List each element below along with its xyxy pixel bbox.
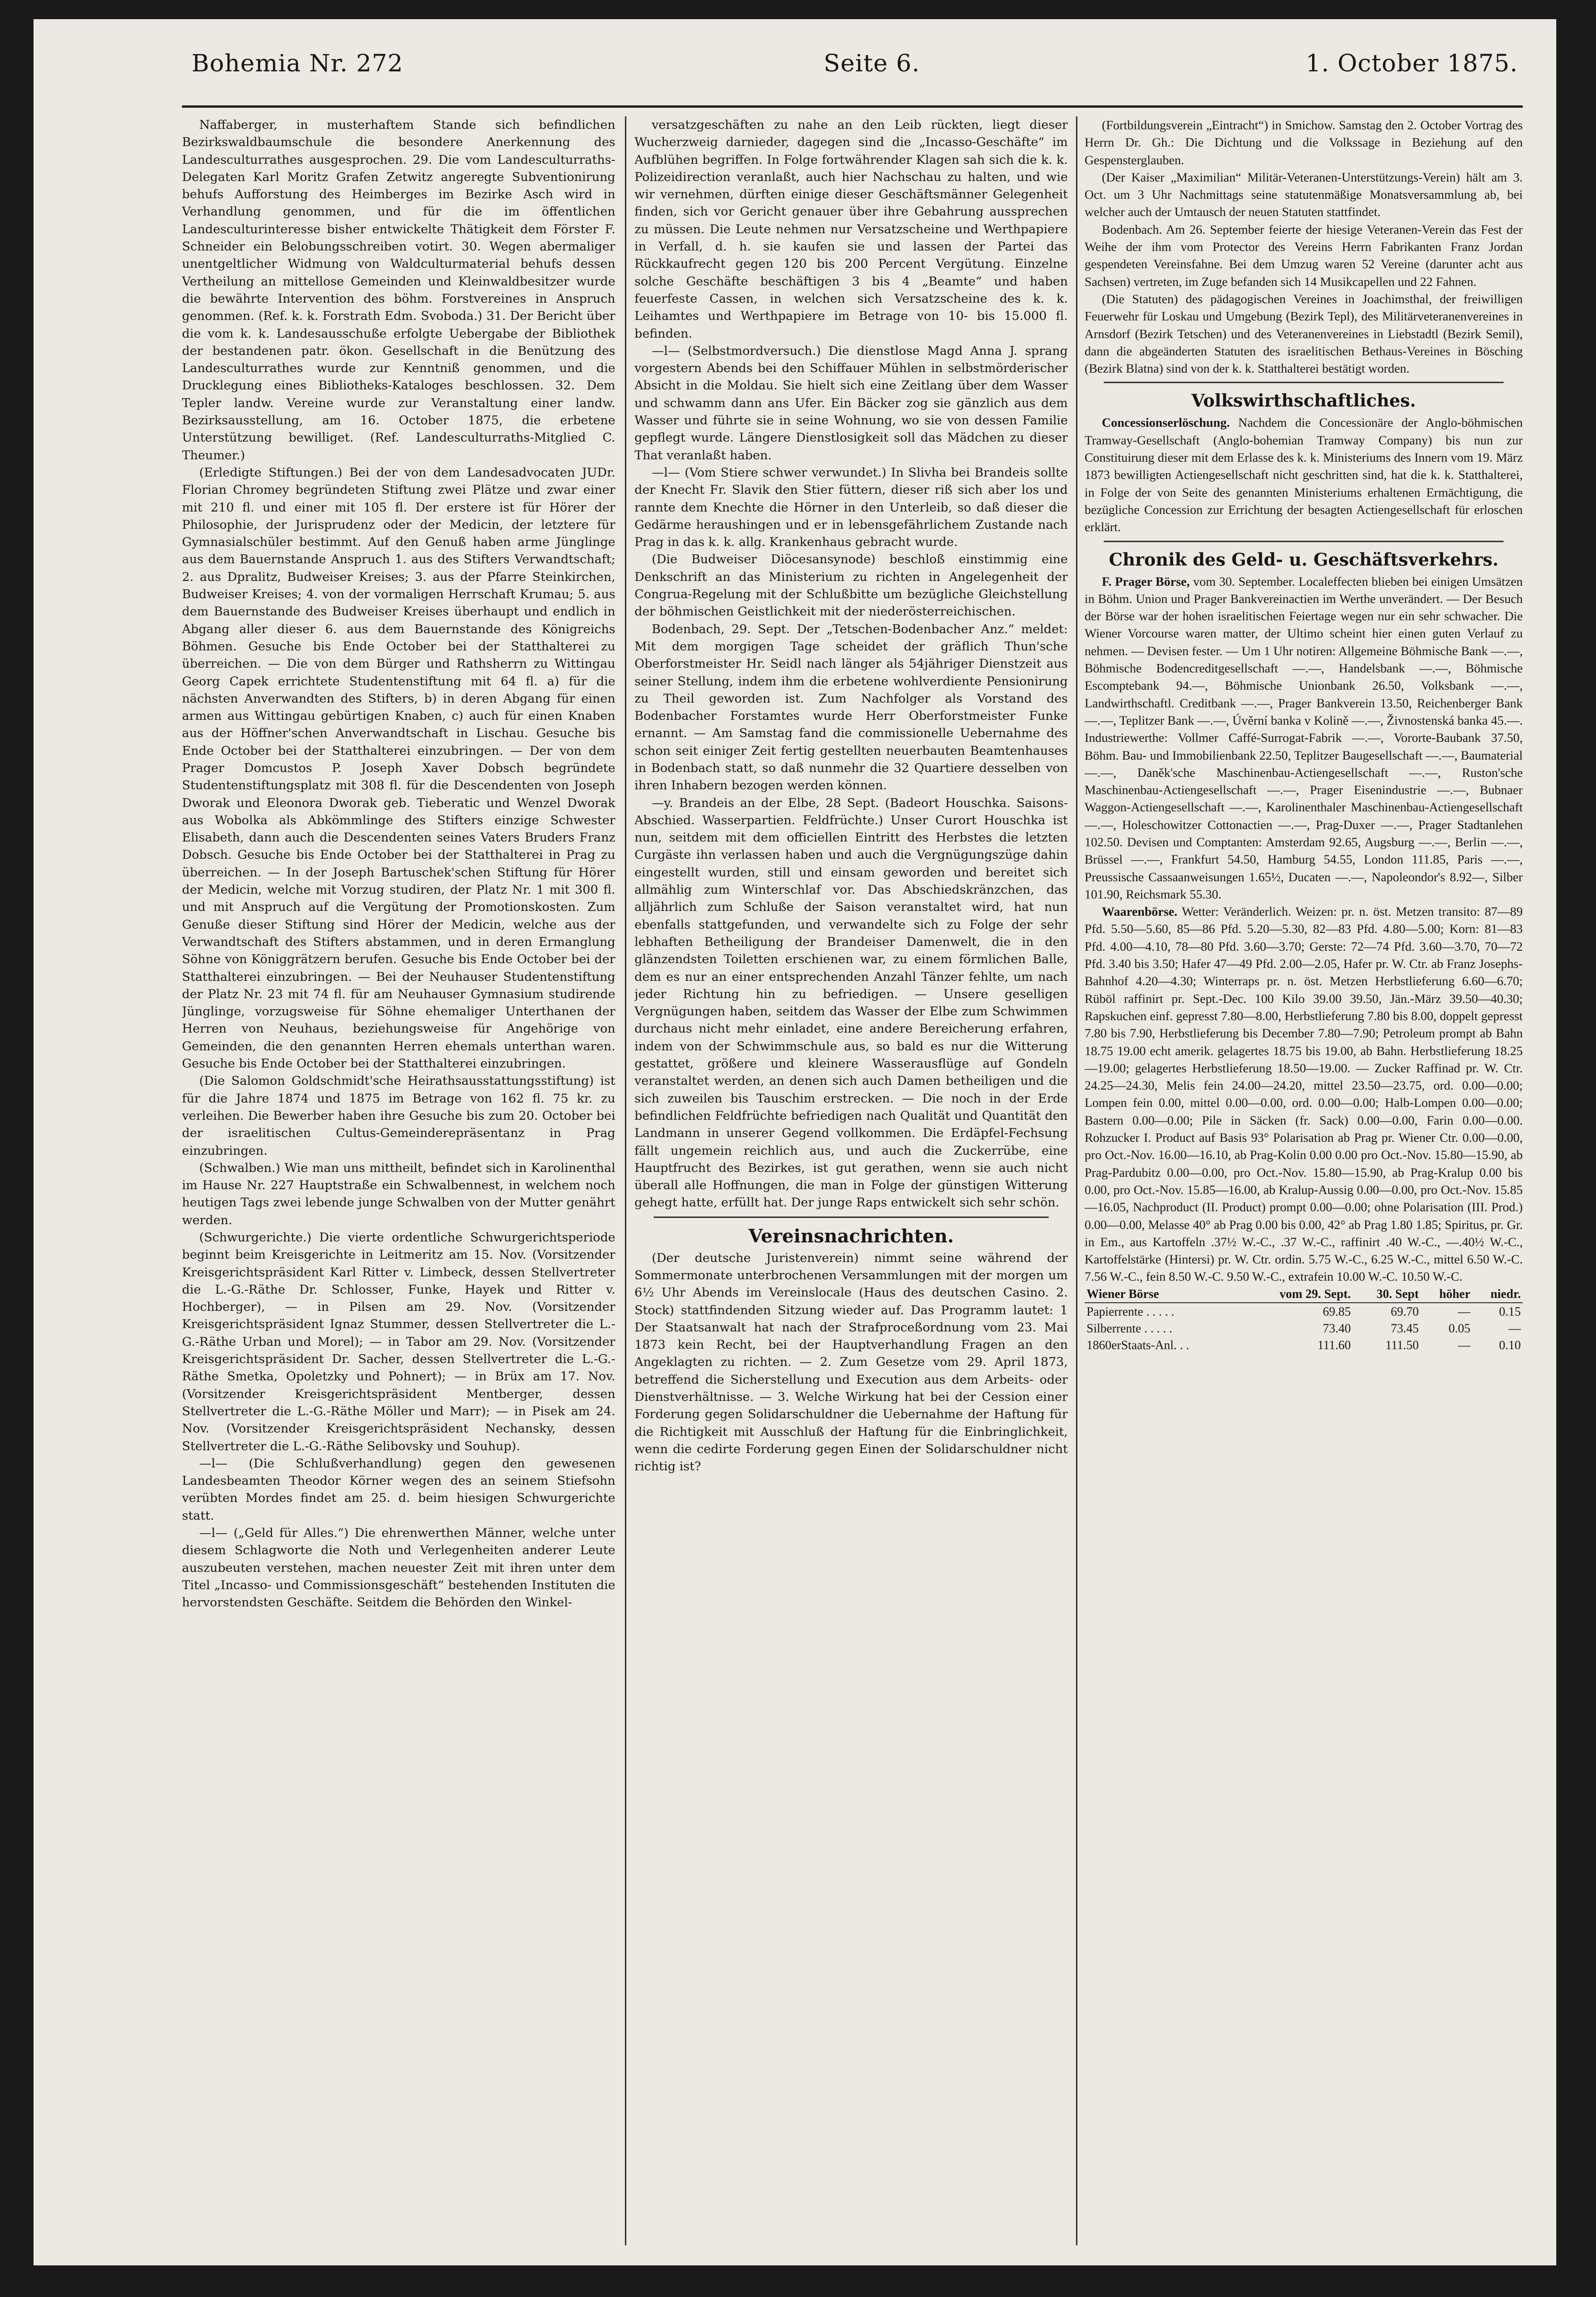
article-paragraph	[1085, 414, 1523, 535]
article-paragraph	[1085, 573, 1523, 903]
column-header: 30. Sept	[1353, 1285, 1421, 1303]
column-2	[634, 116, 1068, 2243]
change-cell: —	[1508, 1321, 1521, 1335]
column-header: niedr.	[1472, 1285, 1523, 1303]
table-row	[1085, 1337, 1523, 1353]
newspaper-page	[182, 41, 1523, 2253]
column-divider	[625, 116, 626, 2245]
price-cell: 111.50	[1385, 1338, 1419, 1352]
section-title-volkswirthschaftliches: Volkswirthschaftliches.	[1191, 391, 1416, 411]
article-paragraph: versatzgeschäften zu nahe an den Leib rückten, liegt dieser Wucherzweig darnieder, dagegen sind die „Incasso-Geschäfte“ im Aufblühen begriffen. In Folge fortwährender Klagen sah sich die k. k. Polizeidirection veranlaßt, auch hier Nachschau zu halten, und wie wir vernehmen, dürften einige dieser Geschäftsmänner Gelegenheit finden, sich vor Gericht genauer über ihre Gebahrung aussprechen zu müssen. Die Leute nehmen nur Versatzscheine und Werthpapiere in Verfall, d. h. sie kaufen sie und lassen der Partei das Rückkaufrecht gegen 120 bis 200 Percent Vergütung. Einzelne solche Geschäfte beschäftigen 3 bis 4 „Beamte“ und haben feuerfeste Cassen, in welchen sich Versatzscheine des k. k. Leihamtes und Werthpapiere im Betrage von 10- bis 15.000 fl. befinden.	[634, 118, 1068, 341]
security-name: 1860erStaats-Anl. . .	[1087, 1338, 1189, 1352]
column-divider	[1076, 116, 1077, 2245]
article-paragraph: Bodenbach, 29. Sept. Der „Tetschen-Bodenbacher Anz.“ meldet: Mit dem morgigen Tage scheidet der gräflich Thun'sche Oberforstmeister Hr. Seidl nach länger als 54jähriger Dienstzeit aus seiner Stellung, indem ihm die erbetene wohlverdiente Pensionirung zu Theil geworden ist. Zum Nachfolger als Vorstand des Bodenbacher Forstamtes wurde Herr Oberforstmeister Funke ernannt. — Am Samstag fand die commissionelle Uebernahme des schon seit einiger Zeit fertig gestellten neuerbauten Beamtenhauses in Bodenbach statt, so daß nunmehr die 32 Quartiere desselben von ihren Inhabern bezogen werden können.	[634, 622, 1068, 793]
article-text: Wetter: Veränderlich. Weizen: pr. n. öst. Metzen transito: 87—89 Pfd. 5.50—5.60, 85—86 Pfd. 5.20—5.30, 82—83 Pfd. 4.80—5.00; Korn: 81—83 Pfd. 4.00—4.10, 78—80 Pfd. 3.60—3.70; Gerste: 72—74 Pfd. 3.60—3.70, 70—72 Pfd. 3.40 bis 3.50; Hafer 47—49 Pfd. 2.00—2.05, Hafer pr. W. Ctr. ab Franz Josephs-Bahnhof 4.20—4.30; Winterraps pr. n. öst. Metzen Herbstlieferung 6.60—6.70; Rüböl raffinirt pr. Sept.-Dec. 100 Kilo 39.00 39.50, Jän.-März 39.50—40.30; Rapskuchen einf. gepresst 7.80—8.00, Herbstlieferung 7.80 bis 8.00, doppelt gepresst 7.80 bis 7.90, Herbstlieferung bis December 7.80—7.90; Petroleum prompt ab Bahn 18.75 19.00 echt amerik. gelagertes 18.75 bis 19.00, ab Bahn. Herbstlieferung 18.25—19.00; gelagertes Herbstlieferung 18.50—19.00. — Zucker Raffinad pr. W. Ctr. 24.25—24.30, Melis fein 24.00—24.20, mittel 23.50—23.75, ord. 0.00—0.00; Lompen fein 0.00, mittel 0.00—0.00, ord. 0.00—0.00; Halb-Lompen 0.00—0.00; Bastern 0.00—0.00; Pile in Säcken (fr. Sack) 0.00—0.00, Farin 0.00—0.00. Rohzucker I. Product auf Basis 93° Polarisation ab Prag pr. Wiener Ctr. 0.00—0.00, pro Oct.-Nov. 16.00—16.10, ab Prag-Kolin 0.00 0.00 pro Oct.-Nov. 15.80—15.90, ab Prag-Pardubitz 0.00—0.00, pro Oct.-Nov. 15.80—15.90, ab Prag-Kralup 0.00 bis 0.00, pro Oct.-Nov. 15.85—16.00, ab Kralup-Aussig 0.00—0.00, pro Oct.-Nov. 15.85—16.05, Nachproduct (II. Product) prompt 0.00—0.00; ohne Polarisation (III. Prod.) 0.00—0.00, Melasse 40° ab Prag 0.00 bis 0.00, 42° ab Prag 1.80 1.85; Spiritus, pr. Gr. in Em., aus Kartoffeln .37½ W.-C., .37 W.-C., raffinirt .40 W.-C., —.40½ W.-C., Kartoffelstärke (Hintersi) pr. W. Ctr. ordin. 5.75 W.-C., 6.25 W.-C., mittel 6.50 W.-C. 7.56 W.-C., fein 8.50 W.-C. 9.50 W.-C., extrafein 10.00 W.-C. 10.50 W.-C.	[1085, 904, 1523, 1284]
article-paragraph: Naffaberger, in musterhaftem Stande sich befindlichen Bezirkswaldbaumschule die besondere Anerkennung des Landesculturrathes ausgesprochen. 29. Die vom Landesculturraths-Delegaten Karl Moritz Grafen Zetwitz angeregte Subventionirung behufs Aufforstung des Heimberges im Bezirke Asch wird in Verhandlung genommen, und für die im öffentlichen Landesculturinteresse bisher entwickelte Thätigkeit dem Förster F. Schneider ein Belobungsschreiben votirt. 30. Wegen abermaliger unentgeltlicher Widmung von Waldculturmaterial behufs dessen Vertheilung an mittellose Gemeinden und Kleinwaldbesitzer wurde die bewährte Intervention des böhm. Forstvereines in Anspruch genommen. (Ref. k. k. Forstrath Edm. Svoboda.) 31. Der Bericht über die vom k. k. Landesausschuße erfolgte Uebergabe der Bibliothek der bestandenen patr. ökon. Gesellschaft in die Benützung des Landesculturrathes wurde zur Kenntniß genommen, und die Drucklegung eines Bibliotheks-Kataloges beschlossen. 32. Dem Tepler landw. Vereine wurde zur Veranstaltung einer landw. Bezirksausstellung, am 16. October 1875, die erbetene Unterstützung bewilliget. (Ref. Landesculturraths-Mitglied C. Theumer.)	[182, 118, 615, 463]
newspaper-sheet	[34, 19, 1556, 2265]
security-name: Papierrente . . . . .	[1087, 1304, 1175, 1319]
paper-issue: Bohemia Nr. 272	[192, 49, 404, 77]
masthead	[182, 41, 1523, 98]
article-paragraph	[1085, 903, 1523, 1285]
change-cell: 0.10	[1499, 1338, 1521, 1352]
article-paragraph: —l— (Vom Stiere schwer verwundet.) In Slivha bei Brandeis sollte der Knecht Fr. Slavik den Stier füttern, dieser riß sich aber los und rannte dem Knechte die Hörner in den Unterleib, so daß dieser die Gedärme heraushingen und er in lebensgefährlichem Zustande nach Prag in das k. k. allg. Krankenhaus gebracht wurde.	[634, 465, 1068, 550]
table-header-row	[1085, 1285, 1523, 1303]
masthead-rule	[182, 105, 1523, 108]
price-cell: 69.85	[1323, 1304, 1351, 1319]
change-cell: —	[1458, 1304, 1471, 1319]
change-cell: 0.15	[1499, 1304, 1521, 1319]
section-title-vereinsnachrichten: Vereinsnachrichten.	[748, 1225, 954, 1247]
article-paragraph: (Schwurgerichte.) Die vierte ordentliche Schwurgerichtsperiode beginnt beim Kreisgerichte in Leitmeritz am 15. Nov. (Vorsitzender Kreisgerichtspräsident Karl Ritter v. Limbeck, dessen Stellvertreter die L.-G.-Räthe Dr. Schlosser, Funke, Hayek und Ritter v. Hochberger), — in Pilsen am 29. Nov. (Vorsitzender Kreisgerichtspräsident Ignaz Stummer, dessen Stellvertreter die L.-G.-Räthe Urban und Morel); — in Tabor am 29. Nov. (Vorsitzender Kreisgerichtspräsident Dr. Sacher, dessen Stellvertreter die L.-G.-Räthe Smetka, Opoletzky und Pohnert); — in Brüx am 17. Nov. (Vorsitzender Kreisgerichtspräsident Mentberger, dessen Stellvertreter die L.-G.-Räthe Möller und Marr); — in Pisek am 24. Nov. (Vorsitzender Kreisgerichtspräsident Nechansky, dessen Stellvertreter die L.-G.-Räthe Selibovsky und Souhup).	[182, 1230, 615, 1454]
wiener-boerse-table	[1085, 1285, 1523, 1353]
article-paragraph: (Die Budweiser Diöcesansynode) beschloß einstimmig eine Denkschrift an das Ministerium zu richten in Angelegenheit der Congrua-Regelung mit der Schlußbitte um bezügliche Gleichstellung der böhmischen Geistlichkeit mit der niederösterreichischen.	[634, 552, 1068, 619]
article-paragraph: (Der Kaiser „Maximilian“ Militär-Veteranen-Unterstützungs-Verein) hält am 3. Oct. um 3 Uhr Nachmittags seine statutenmäßige Monatsversammlung ab, bei welcher auch der Umtausch der neuen Statuten stattfindet.	[1085, 170, 1523, 219]
article-subhead: F. Prager Börse,	[1102, 574, 1190, 589]
column-1	[182, 116, 615, 2243]
price-cell: 111.60	[1317, 1338, 1351, 1352]
column-header: vom 29. Sept.	[1242, 1285, 1352, 1303]
change-cell: —	[1458, 1338, 1471, 1352]
table-row	[1085, 1303, 1523, 1320]
article-paragraph: —l— (Selbstmordversuch.) Die dienstlose Magd Anna J. sprang vorgestern Abends bei den Schiffauer Mühlen in selbstmörderischer Absicht in die Moldau. Sie hielt sich eine Zeitlang über dem Wasser und schwamm dann ans Ufer. Ein Bäcker zog sie gänzlich aus dem Wasser und führte sie in seine Wohnung, wo sie von dessen Familie gepflegt wurde. Längere Dienstlosigkeit soll das Mädchen zu dieser That veranlaßt haben.	[634, 343, 1068, 463]
article-text: Nachdem die Concessionäre der Anglo-böhmischen Tramway-Gesellschaft (Anglo-bohemian Tramway Company) bis nun zur Constituirung dieser mit dem Erlasse des k. k. Ministeriums des Innern vom 19. März 1873 bewilligten Actiengesellschaft nicht geschritten sind, hat die k. k. Statthalterei, in Folge der von Seite des genannten Ministeriums erhaltenen Ermächtigung, die bezügliche Concession zur Errichtung der besagten Actiengesellschaft für erloschen erklärt.	[1085, 415, 1523, 534]
article-paragraph: (Der deutsche Juristenverein) nimmt seine während der Sommermonate unterbrochenen Versammlungen mit der morgen um 6½ Uhr Abends im Vereinslocale (Haus des deutschen Casino. 2. Stock) stattfindenden Sitzung wieder auf. Das Programm lautet: 1 Der Staatsanwalt hat nach der Strafproceßordnung vom 23. Mai 1873 kein Recht, bei der Hauptverhandlung Fragen an den Angeklagten zu richten. — 2. Zum Gesetze vom 29. April 1873, betreffend die Sicherstellung und Execution aus dem Arbeits- oder Dienstverhältnisse. — 3. Welche Wirkung hat bei der Cession einer Forderung gegen Solidarschuldner die Uebernahme der Haftung für die Richtigkeit mit Ausschluß der Haftung für die Einbringlichkeit, wenn die cedirte Forderung gegen Einen der Solidarschuldner nicht richtig ist?	[634, 1251, 1068, 1474]
column-header: höher	[1421, 1285, 1472, 1303]
security-name: Silberrente . . . . .	[1087, 1321, 1173, 1335]
article-text: vom 30. September. Localeffecten blieben bei einigen Umsätzen in Böhm. Union und Prager Bankvereinactien im Werthe unverändert. — Der Besuch der Börse war der hohen israelitischen Feiertage wegen nur ein sehr schwacher. Die Wiener Vorcourse waren matter, der Ultimo scheint hier einen guten Verlauf zu nehmen. — Devisen fester. — Um 1 Uhr notiren: Allgemeine Böhmische Bank —.—, Böhmische Bodencreditgesellschaft —.—, Handelsbank —.—, Böhmische Escomptebank 94.—, Böhmische Unionbank 26.50, Volksbank —.—, Landwirthschaftl. Creditbank —.—, Prager Bankverein 13.50, Reichenberger Bank —.—, Teplitzer Bank —.—, Úvěrní banka v Kolině —.—, Živnostenská banka 45.—. Industriewerthe: Vollmer Caffé-Surrogat-Fabrik —.—, Vororte-Baubank 37.50, Böhm. Bau- und Immobilienbank 22.50, Teplitzer Baugesellschaft —.—, Baumaterial —.—, Daněk'sche Maschinenbau-Actiengesellschaft —.—, Ruston'sche Maschinenbau-Actiengesellschaft —.—, Prager Eisenindustrie —.—, Bubnaer Waggon-Actiengesellschaft —.—, Karolinenthaler Maschinenbau-Actiengesellschaft —.—, Holeschowitzer Cottonactien —.—, Prag-Duxer —.—, Prager Stadtanlehen 102.50. Devisen und Comptanten: Amsterdam 92.65, Augsburg —.—, Berlin —.—, Brüssel —.—, Frankfurt 54.50, Hamburg 54.55, London 111.85, Paris —.—, Preussische Cassaanweisungen 1.65½, Ducaten —.—, Napoleondor's 8.92—, Silber 101.90, Reichsmark 55.30.	[1085, 574, 1523, 901]
section-rule	[654, 1217, 1049, 1218]
section-title-chronik: Chronik des Geld- u. Geschäftsverkehrs.	[1109, 549, 1499, 570]
column-3	[1085, 116, 1523, 2243]
price-cell: 73.40	[1323, 1321, 1351, 1335]
article-subhead: Waarenbörse.	[1102, 904, 1177, 919]
page-number: Seite 6.	[824, 49, 920, 77]
section-rule	[1104, 382, 1504, 383]
table-title: Wiener Börse	[1085, 1285, 1242, 1303]
change-cell: 0.05	[1449, 1321, 1471, 1335]
article-paragraph: (Fortbildungsverein „Eintracht“) in Smichow. Samstag den 2. October Vortrag des Herrn Dr. Gh.: Die Dichtung und die Volkssage in Beziehung auf den Gespensterglauben.	[1085, 118, 1523, 167]
article-paragraph: —l— (Die Schlußverhandlung) gegen den gewesenen Landesbeamten Theodor Körner wegen des an seinem Stiefsohn verübten Mordes findet am 25. d. beim hiesigen Schwurgerichte statt.	[182, 1456, 615, 1523]
article-subhead: Concessionserlöschung.	[1102, 415, 1230, 430]
article-paragraph: —l— („Geld für Alles.“) Die ehrenwerthen Männer, welche unter diesem Schlagworte die Noth und Verlegenheiten anderer Leute auszubeuten verstehen, machen neuester Zeit mit ihren unter dem Titel „Incasso- und Commissionsgeschäft“ bestehenden Instituten die hervorstendsten Geschäfte. Seitdem die Behörden den Winkel-	[182, 1526, 615, 1610]
article-paragraph: (Erledigte Stiftungen.) Bei der von dem Landesadvocaten JUDr. Florian Chromey begründeten Stiftung zwei Plätze und zwar einer mit 210 fl. und einer mit 105 fl. Der erstere ist für Hörer der Philosophie, der Jurisprudenz oder der Medicin, der letztere für Gymnasialschüler bestimmt. Auf den Genuß haben arme Jünglinge aus dem Bauernstande Anspruch 1. aus des Stifters Verwandtschaft; 2. aus Dpralitz, Budweiser Kreises; 3. aus der Pfarre Steinkirchen, Budweiser Kreises; 4. von der vormaligen Herrschaft Krumau; 5. aus dem Bauernstande des Budweiser Kreises überhaupt und endlich in Abgang aller dieser 6. aus dem Bauernstande des Königreichs Böhmen. Gesuche bis Ende October bei der Statthalterei zu überreichen. — Die von dem Bürger und Rathsherrn zu Wittingau Georg Capek errichtete Studentenstiftung mit 64 fl. a) für die nächsten Anverwandten des Stifters, b) in deren Abgang für einen armen aus Wittingau gebürtigen Knaben, c) auch für einen Knaben aus der Höffner'schen Anverwandtschaft in Lischau. Gesuche bis Ende October bei der Statthalterei einzubringen. — Der von dem Prager Domcustos P. Joseph Xaver Dobsch begründete Studentenstiftungsplatz mit 308 fl. für die Descendenten von Joseph Dworak und Eleonora Dworak geb. Tieberatic und Wenzel Dworak aus Wobolka als Abkömmlinge des Stifters einzige Schwester Elisabeth, dann auch die Descendenten seines Vaters Bruders Franz Dobsch. Gesuche bis Ende October bei der Statthalterei in Prag zu überreichen. — In der Joseph Bartuschek'schen Stiftung für Hörer der Medicin, welche mit Vorzug studiren, der Platz Nr. 1 mit 300 fl. und mit Anspruch auf die Vergütung der Promotionskosten. Zum Genuße dieser Stiftung sind Hörer der Medicin, welche aus der Verwandtschaft des Stifters abstammen, und in deren Ermanglung Söhne von Königgrätzern berufen. Gesuche bis Ende October bei der Statthalterei einzubringen. — Bei der Neuhauser Studentenstiftung der Platz Nr. 23 mit 74 fl. für am Neuhauser Gymnasium studirende Jünglinge, vorzugsweise für Söhne ehemaliger Unterthanen der Herren von Neuhaus, beziehungsweise für Angehörige von Gemeinden, die den genannten Herren ehemals unterthan waren. Gesuche bis Ende October bei der Statthalterei einzubringen.	[182, 465, 615, 1071]
table-row	[1085, 1320, 1523, 1337]
article-paragraph: Bodenbach. Am 26. September feierte der hiesige Veteranen-Verein das Fest der Weihe der ihm vom Protector des Vereins Herrn Fabrikanten Franz Jordan gespendeten Vereinsfahne. Bei dem Umzug waren 52 Vereine (darunter acht aus Sachsen) vertreten, im Zuge befanden sich 14 Musikcapellen und 22 Fahnen.	[1085, 222, 1523, 289]
issue-date: 1. October 1875.	[1305, 49, 1518, 77]
article-paragraph: (Die Statuten) des pädagogischen Vereines in Joachimsthal, der freiwilligen Feuerwehr für Loskau und Umgebung (Bezirk Tepl), des Militärveteranenvereines in Arnsdorf (Bezirk Tetschen) und des Veteranenvereines in Liebstadtl (Bezirk Semil), dann die abgeänderten Statuten des israelitischen Bethaus-Vereines in Bösching (Bezirk Blatna) sind von der k. k. Statthalterei bestätigt worden.	[1085, 291, 1523, 376]
article-paragraph: (Schwalben.) Wie man uns mittheilt, befindet sich in Karolinenthal im Hause Nr. 227 Hauptstraße ein Schwalbennest, in welchem noch heutigen Tags zwei lebende junge Schwalben von der Mutter genährt werden.	[182, 1160, 615, 1228]
article-paragraph: (Die Salomon Goldschmidt'sche Heirathsausstattungsstiftung) ist für die Jahre 1874 und 1875 im Betrage von 162 fl. 75 kr. zu verleihen. Die Bewerber haben ihre Gesuche bis zum 20. October bei der israelitischen Cultus-Gemeinderepräsentanz in Prag einzubringen.	[182, 1074, 615, 1158]
article-paragraph: —y. Brandeis an der Elbe, 28 Sept. (Badeort Houschka. Saisons-Abschied. Wasserpartien. Feldfrüchte.) Unser Curort Houschka ist nun, seitdem mit dem officiellen Eintritt des Herbstes die letzten Curgäste ihn verlassen haben und auch die Vergnügungszüge dahin eingestellt wurden, still und einsam geworden und bereitet sich allmählig zum Winterschlaf vor. Das Abschiedskränzchen, das alljährlich zum Schluße der Saison veranstaltet wird, hat nun ebenfalls stattgefunden, und verwandelte sich zu Folge der sehr lebhaften Betheiligung der Brandeiser Damenwelt, die in den glänzendsten Toiletten erschienen war, zu einem förmlichen Balle, dem es nur an einer entsprechenden Anzahl Tänzer fehlte, um nach jeder Richtung hin zu befriedigen. — Unsere geselligen Vergnügungen haben, seitdem das Wasser der Elbe zum Schwimmen durchaus nicht mehr einladet, eine andere Bereicherung erfahren, indem von der Schwimmschule aus, so bald es nur die Witterung gestattet, größere und kleinere Wasserausflüge auf Gondeln veranstaltet werden, an denen sich auch Damen betheiligen und die sich zuweilen bis Tauschim erstrecken. — Die noch in der Erde befindlichen Feldfrüchte befriedigen nach Qualität und Quantität den Landmann in unserer Gegend vollkommen. Die Erdäpfel-Fechsung fällt ungemein reichlich aus, und auch die Zuckerrübe, eine Hauptfrucht des Bezirkes, ist gut gerathen, wenn sie auch nicht überall alle Hoffnungen, die man in Folge der günstigen Witterung gehegt hatte, erfüllt hat. Der junge Raps entwickelt sich sehr schön.	[634, 796, 1068, 1210]
price-cell: 73.45	[1391, 1321, 1419, 1335]
section-rule	[1104, 541, 1504, 542]
price-cell: 69.70	[1391, 1304, 1419, 1319]
